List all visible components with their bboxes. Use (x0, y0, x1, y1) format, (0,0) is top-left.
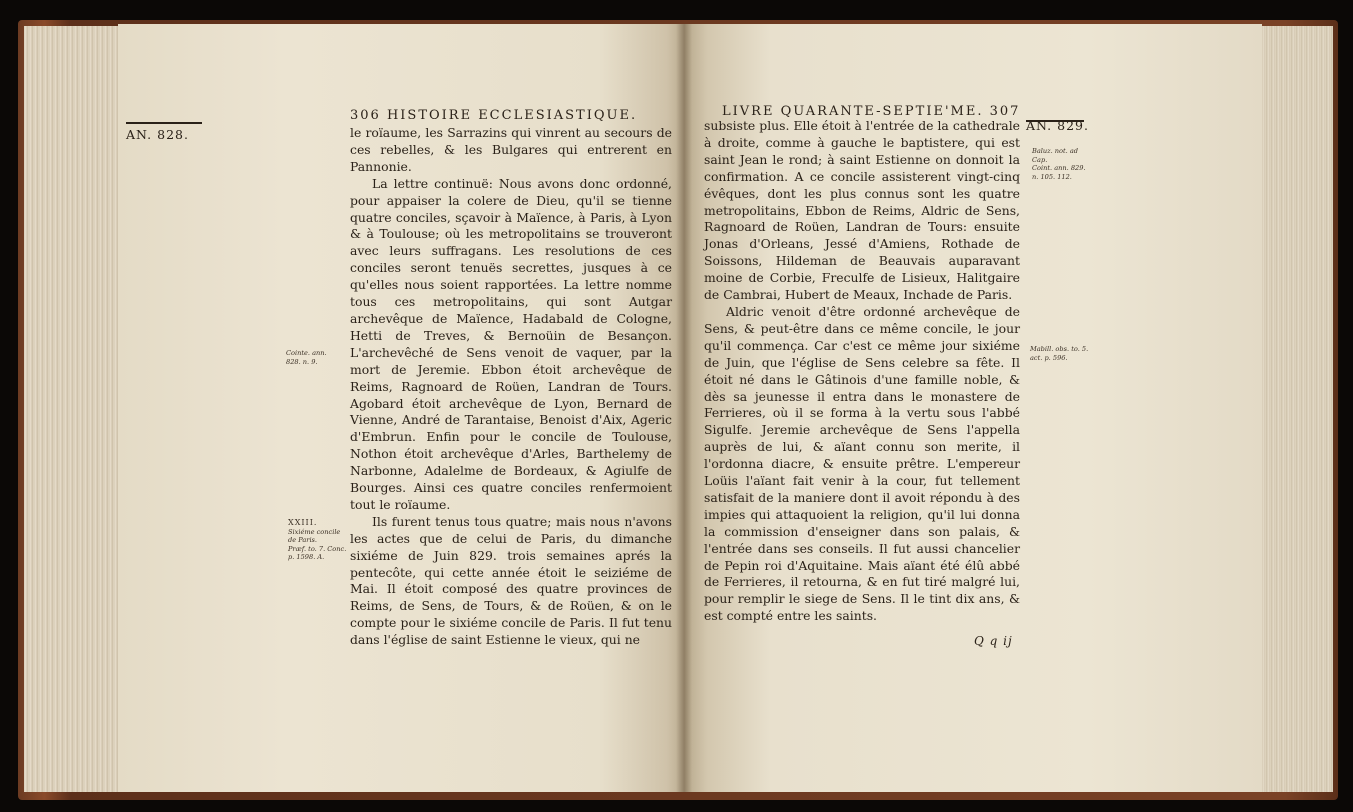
margin-note: Cointe. ann. 828. n. 9. (286, 349, 327, 366)
page-edges-right (1255, 26, 1333, 792)
paragraph: Aldric venoit d'être ordonné archevêque de Sens, & peut-être dans ce même concile, le jour qu'il commença. Car c'est ce même jour sixiéme de Juin, que l'église de Sens celebre sa fête. Il étoit né dans le Gâtinois d'une famille noble, & dès sa jeunesse il entra dans le monastere de Ferrieres, où il se forma à la vertu sous l'abbé Sigulfe. Jeremie archevêque de Sens l'appella auprès de lui, & aïant connu son merite, il l'ordonna diacre, & ensuite prêtre. L'empereur Loüis l'aïant fait venir à la cour, fut tellement satisfait de la maniere dont il avoit répondu à des impies qui attaquoient la religion, qu'il lui donna la commission d'enseigner dans son palais, & l'entrée dans ses conseils. Il fut aussi chancelier de Pepin roi d'Aquitaine. Mais aïant été élû abbé de Ferrieres, il retourna, & en fut tiré malgré lui, pour remplir le siege de Sens. Il le tint dix ans, & est compté entre les saints. (704, 303, 1020, 624)
left-page (118, 24, 684, 792)
gutter-shadow (676, 24, 692, 792)
page-edges-left (24, 26, 124, 792)
margin-year: AN. 828. (126, 127, 189, 142)
body-text (350, 125, 672, 649)
year-rule (126, 122, 202, 124)
margin-note: XXIII. Sixiéme concile de Paris. Præf. to. 7. Conc. p. 1598. A. (288, 518, 347, 561)
margin-note: Baluz. not. ad Cap. Coint. ann. 829. n. 105. 112. (1032, 147, 1086, 181)
margin-year: AN. 829. (1026, 118, 1089, 133)
paragraph: le roïaume, les Sarrazins qui vinrent au secours de ces rebelles, & les Bulgares qui entrerent en Pannonie. (350, 125, 672, 174)
margin-note: Mabill. obs. to. 5. act. p. 596. (1030, 345, 1089, 362)
right-page (684, 24, 1262, 792)
paragraph: La lettre continuë: Nous avons donc ordonné, pour appaiser la colere de Dieu, qu'il se tienne quatre conciles, sçavoir à Maïence, à Paris, à Lyon & à Toulouse; où les metropolitains se trouveront avec leurs suffragans. Les resolutions de ces conciles seront tenuës secrettes, jusques à ce qu'elles nous soient rapportées. La lettre nomme tous ces metropolitains, qui sont Autgar archevêque de Maïence, Hadabald de Cologne, Hetti de Treves, & Bernoüin de Besançon. L'archevêché de Sens venoit de vaquer, par la mort de Jeremie. Ebbon étoit archevêque de Reims, Ragnoard de Roüen, Landran de Tours. Agobard étoit archevêque de Lyon, Bernard de Vienne, André de Tarantaise, Benoist d'Aix, Ageric d'Embrun. Enfin pour le concile de Toulouse, Nothon étoit archevêque d'Arles, Barthelemy de Narbonne, Adalelme de Bordeaux, & Agiulfe de Bourges. Ainsi ces quatre conciles renfermoient tout le roïaume. (350, 175, 672, 512)
signature-mark: Q q ij (974, 634, 1013, 648)
paragraph: subsiste plus. Elle étoit à l'entrée de la cathedrale à droite, comme à gauche le baptistere, qui est saint Jean le rond; à saint Estienne on donnoit la confirmation. A ce concile assisterent vingt-cinq évêques, dont les plus connus sont les quatre metropolitains, Ebbon de Reims, Aldric de Sens, Ragnoard de Roüen, Landran de Tours: ensuite Jonas d'Orleans, Jessé d'Amiens, Rothade de Soissons, Hildeman de Beauvais auparavant moine de Corbie, Freculfe de Lisieux, Halitgaire de Cambrai, Hubert de Meaux, Inchade de Paris. (704, 118, 1020, 303)
paragraph: Ils furent tenus tous quatre; mais nous n'avons les actes que de celui de Paris, du dimanche sixiéme de Juin 829. trois semaines aprés la pentecôte, qui cette année étoit le seiziéme de Mai. Il étoit composé des quatre provinces de Reims, de Sens, de Tours, & de Roüen, & on le compte pour le sixiéme concile de Paris. Il fut tenu dans l'église de saint Estienne le vieux, qui ne (350, 513, 672, 648)
running-head: LIVRE QUARANTE-SEPTIE'ME. 307 (722, 104, 1021, 119)
running-head: 306 HISTOIRE ECCLESIASTIQUE. (350, 108, 638, 123)
body-text (704, 118, 1020, 625)
